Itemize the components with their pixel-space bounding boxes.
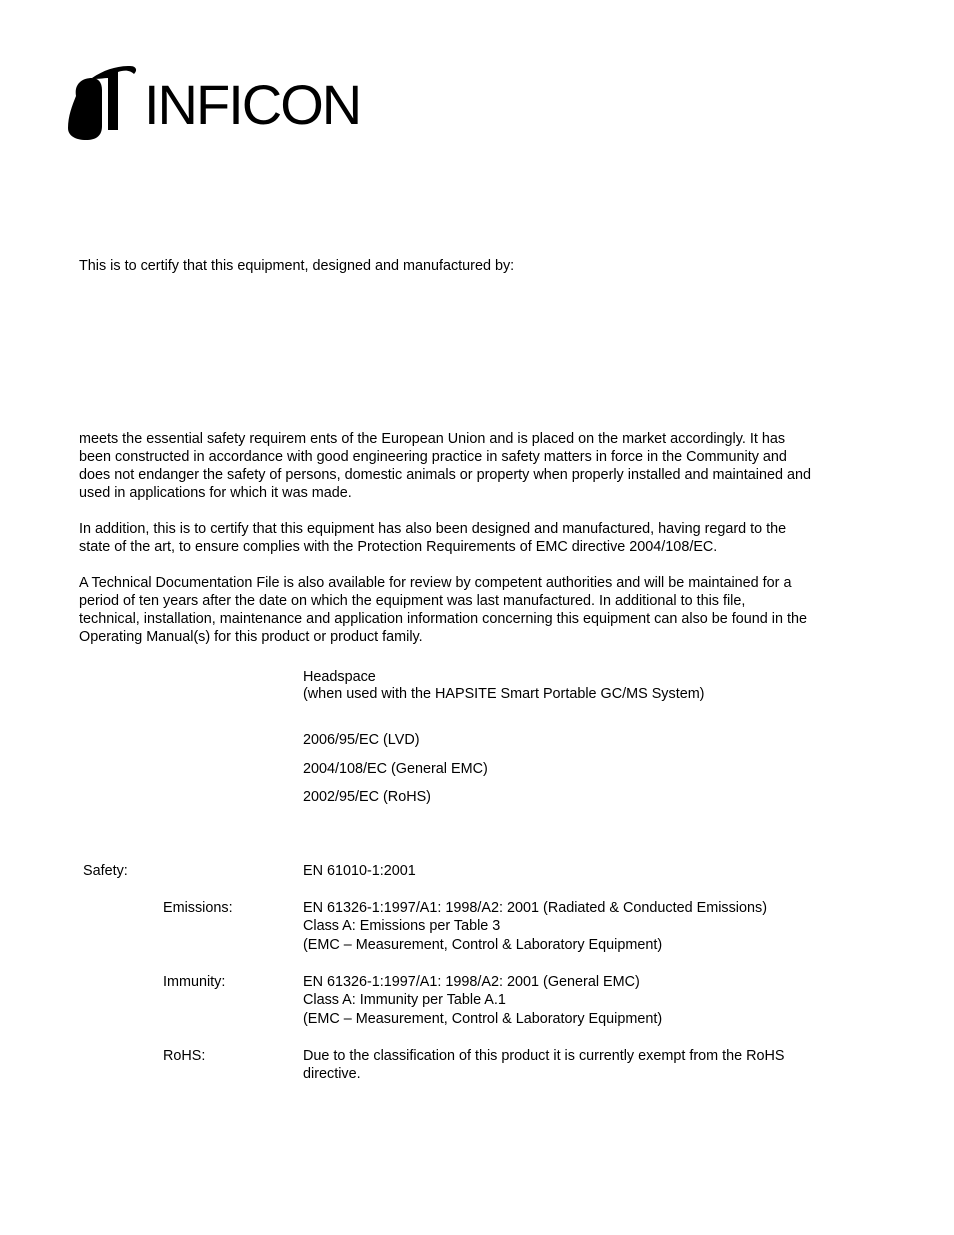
paragraph-line: In addition, this is to certify that this equipment has also been designed and manufactured, having regard to the (79, 521, 787, 537)
rohs-line: directive. (303, 1066, 361, 1082)
immunity-line: EN 61326-1:1997/A1: 1998/A2: 2001 (General EMC) (303, 974, 640, 990)
directive-emc: 2004/108/EC (General EMC) (303, 761, 488, 777)
emissions-label: Emissions: (163, 900, 233, 916)
emissions-line: Class A: Emissions per Table 3 (303, 918, 501, 934)
emissions-line: EN 61326-1:1997/A1: 1998/A2: 2001 (Radiated & Conducted Emissions) (303, 900, 767, 916)
paragraph-line: technical, installation, maintenance and application information concerning this equipment can also be found in the (79, 611, 807, 627)
certification-intro: This is to certify that this equipment, designed and manufactured by: (79, 258, 515, 274)
safety-label: Safety: (83, 863, 128, 879)
paragraph-line: does not endanger the safety of persons, domestic animals or property when properly installed and maintained and (79, 467, 811, 483)
safety-paragraph (79, 430, 879, 502)
paragraph-line: been constructed in accordance with good engineering practice in safety matters in force in the Community and (79, 449, 787, 465)
paragraph-line: meets the essential safety requirem ents of the European Union and is placed on the market accordingly. It has (79, 431, 786, 447)
paragraph-line: Operating Manual(s) for this product or product family. (79, 629, 423, 645)
product-note: (when used with the HAPSITE Smart Portable GC/MS System) (303, 686, 705, 702)
safety-standard: EN 61010-1:2001 (303, 863, 416, 879)
paragraph-line: period of ten years after the date on which the equipment was last manufactured. In additional to this file, (79, 593, 746, 609)
immunity-line: Class A: Immunity per Table A.1 (303, 992, 506, 1008)
immunity-label: Immunity: (163, 974, 226, 990)
directive-rohs: 2002/95/EC (RoHS) (303, 789, 431, 805)
inficon-logo (68, 64, 438, 142)
emc-paragraph (79, 520, 879, 556)
immunity-line: (EMC – Measurement, Control & Laboratory Equipment) (303, 1011, 663, 1027)
paragraph-line: state of the art, to ensure complies with the Protection Requirements of EMC directive 2004/108/EC. (79, 539, 718, 555)
rohs-line: Due to the classification of this product it is currently exempt from the RoHS (303, 1048, 785, 1064)
documentation-paragraph (79, 574, 879, 646)
rohs-label: RoHS: (163, 1048, 206, 1064)
product-name: Headspace (303, 669, 376, 685)
logo-text: INFICON (144, 73, 361, 136)
paragraph-line: A Technical Documentation File is also available for review by competent authorities and will be maintained for a (79, 575, 792, 591)
paragraph-line: used in applications for which it was made. (79, 485, 352, 501)
directive-lvd: 2006/95/EC (LVD) (303, 732, 420, 748)
emissions-line: (EMC – Measurement, Control & Laboratory Equipment) (303, 937, 663, 953)
